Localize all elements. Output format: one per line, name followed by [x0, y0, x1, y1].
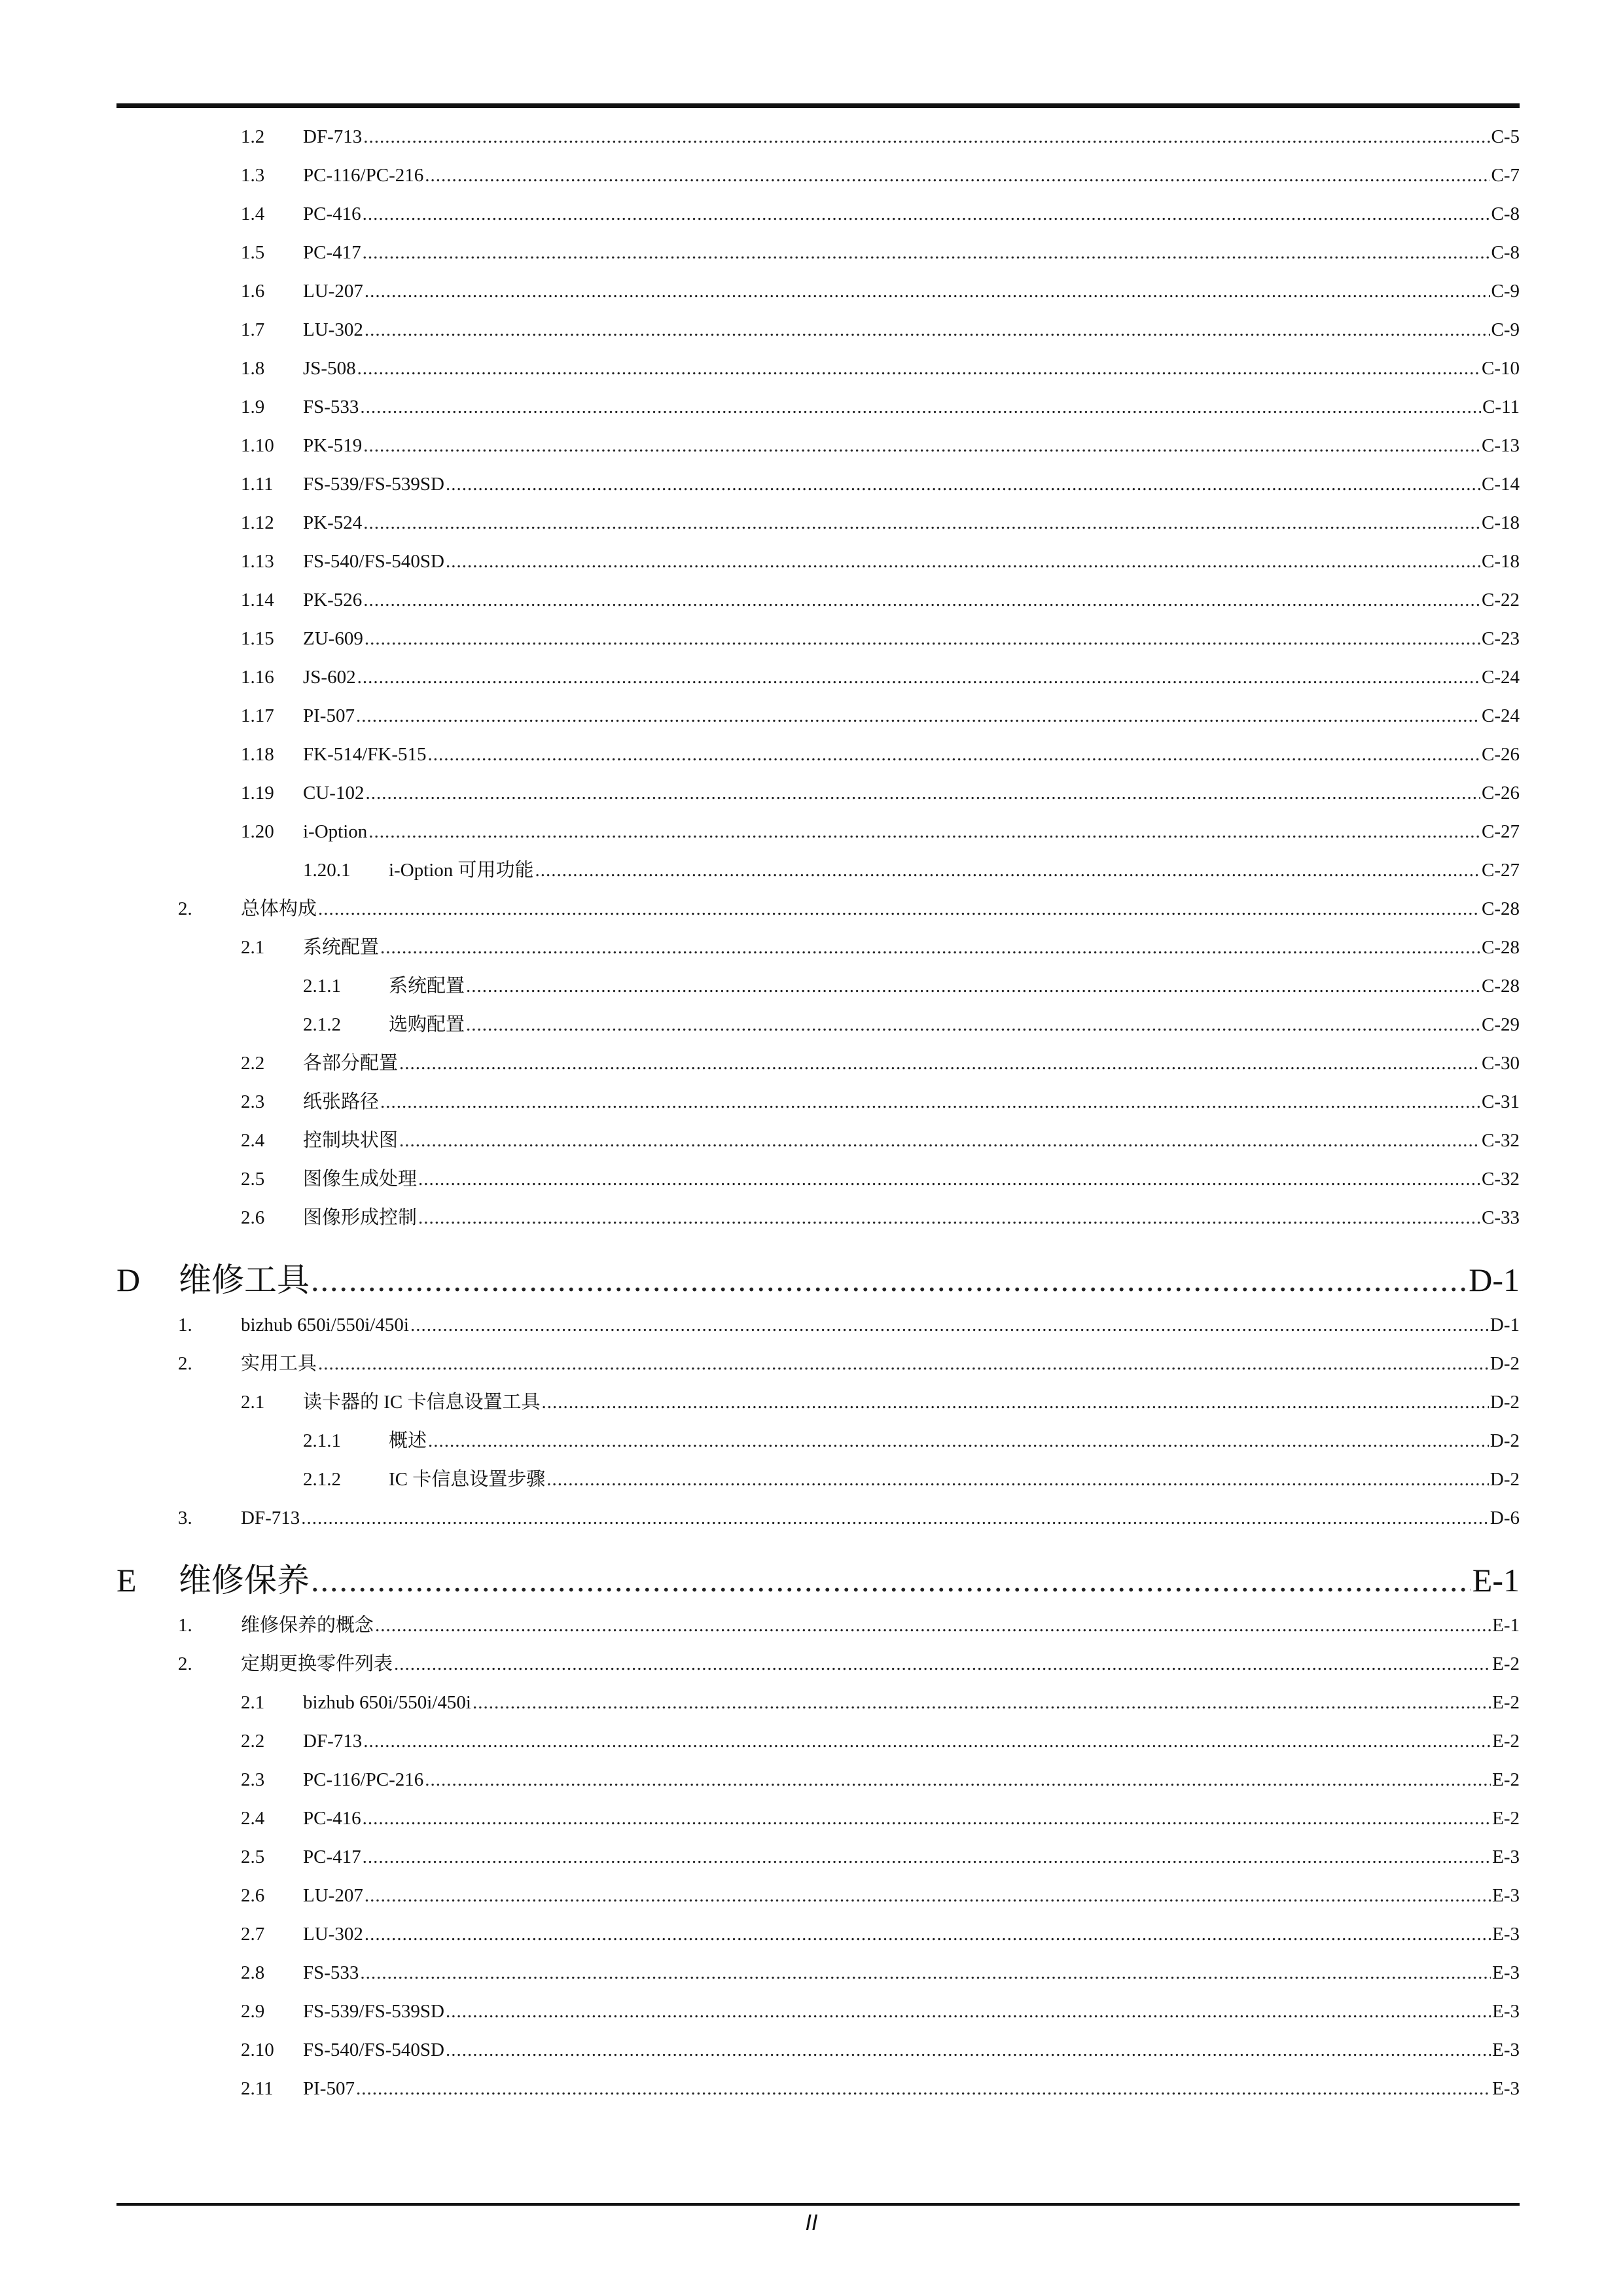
toc-leader-dots — [357, 349, 1480, 388]
toc-page: C-13 — [1482, 435, 1520, 456]
footer-rule — [116, 2203, 1520, 2206]
toc-leader-dots — [318, 1345, 1489, 1383]
toc-leader-dots — [394, 1645, 1491, 1684]
toc-number: 1. — [178, 1615, 192, 1636]
toc-page: C-29 — [1482, 1014, 1520, 1035]
toc-page: D-2 — [1489, 1353, 1520, 1374]
toc-title: 系统配置 — [389, 976, 465, 997]
toc-leader-dots — [356, 697, 1480, 735]
toc-title: 选购配置 — [389, 1014, 465, 1035]
toc-page: C-8 — [1491, 203, 1520, 224]
toc-leader-dots — [356, 2070, 1491, 2108]
toc-leader-dots — [466, 967, 1480, 1006]
toc-number: 2.7 — [241, 1924, 265, 1945]
toc-number: 1.2 — [241, 126, 265, 147]
toc-leader-dots — [363, 427, 1480, 465]
toc-number: 1.19 — [241, 783, 274, 804]
toc-title: JS-602 — [303, 667, 356, 688]
toc-number: 1.7 — [241, 319, 265, 340]
toc-entry[interactable] — [116, 195, 1520, 234]
toc-page: E-2 — [1492, 1731, 1520, 1752]
toc-title: 维修保养 — [179, 1562, 310, 1598]
toc-entry[interactable] — [116, 1838, 1520, 1877]
toc-entry[interactable] — [116, 427, 1520, 465]
toc-leader-dots — [363, 118, 1489, 156]
toc-number: 2.5 — [241, 1846, 265, 1867]
toc-number: 1.20.1 — [303, 860, 351, 881]
toc-page: E-3 — [1492, 1846, 1520, 1867]
toc-title: i-Option 可用功能 — [389, 860, 534, 881]
toc-number: 2.11 — [241, 2078, 274, 2099]
toc-leader-dots — [360, 388, 1481, 427]
toc-page: E-1 — [1492, 1615, 1520, 1636]
toc-title: FS-533 — [303, 397, 359, 417]
toc-entry[interactable] — [116, 1345, 1520, 1383]
toc-number: 2.2 — [241, 1053, 265, 1074]
toc-title: PC-416 — [303, 203, 361, 224]
toc-entry[interactable] — [116, 1122, 1520, 1160]
toc-entry[interactable] — [116, 890, 1520, 928]
toc-page: C-8 — [1491, 242, 1520, 263]
toc-entry[interactable] — [116, 1499, 1520, 1538]
toc-page: E-2 — [1492, 1692, 1520, 1713]
toc-leader-dots — [466, 1006, 1480, 1044]
toc-entry[interactable] — [116, 1006, 1520, 1044]
toc-title: 读卡器的 IC 卡信息设置工具 — [303, 1392, 541, 1413]
toc-entry[interactable] — [116, 1306, 1520, 1345]
table-of-contents — [116, 118, 1520, 2108]
toc-title: IC 卡信息设置步骤 — [389, 1469, 546, 1490]
toc-entry[interactable] — [116, 1083, 1520, 1122]
toc-number: 2.4 — [241, 1130, 265, 1151]
toc-leader-dots — [363, 1838, 1491, 1877]
toc-leader-dots — [357, 658, 1480, 697]
toc-number: 1. — [178, 1315, 192, 1335]
toc-title: LU-302 — [303, 1924, 363, 1945]
toc-leader-dots — [535, 851, 1480, 890]
toc-title: PK-519 — [303, 435, 363, 456]
toc-title: 系统配置 — [303, 937, 380, 958]
toc-title: LU-207 — [303, 281, 363, 302]
toc-title: PC-116/PC-216 — [303, 165, 424, 186]
toc-number: 2. — [178, 1653, 192, 1674]
toc-number: D — [116, 1262, 141, 1298]
toc-page: D-2 — [1489, 1469, 1520, 1490]
toc-number: 1.6 — [241, 281, 265, 302]
toc-number: 2.1 — [241, 1392, 265, 1413]
toc-page: E-2 — [1492, 1653, 1520, 1674]
toc-title: 各部分配置 — [303, 1053, 399, 1074]
toc-entry[interactable] — [116, 735, 1520, 774]
toc-page: C-14 — [1482, 474, 1520, 495]
toc-page: E-1 — [1472, 1562, 1520, 1598]
toc-title: PC-116/PC-216 — [303, 1769, 424, 1790]
toc-page: E-3 — [1492, 2078, 1520, 2099]
toc-title: FS-539/FS-539SD — [303, 474, 444, 495]
toc-page: C-26 — [1482, 744, 1520, 765]
toc-leader-dots — [380, 928, 1480, 967]
toc-entry[interactable] — [116, 349, 1520, 388]
toc-number: 2.1.1 — [303, 1430, 341, 1451]
toc-number: 2.6 — [241, 1207, 265, 1228]
header-rule — [116, 103, 1520, 108]
toc-entry[interactable] — [116, 2031, 1520, 2070]
toc-page: D-1 — [1489, 1315, 1520, 1335]
toc-title: CU-102 — [303, 783, 365, 804]
toc-leader-dots — [375, 1606, 1491, 1645]
toc-title: PI-507 — [303, 705, 355, 726]
toc-entry[interactable] — [116, 388, 1520, 427]
toc-leader-dots — [546, 1460, 1489, 1499]
toc-entry[interactable] — [116, 1761, 1520, 1799]
toc-entry[interactable] — [116, 658, 1520, 697]
toc-number: 2. — [178, 1353, 192, 1374]
toc-page: C-9 — [1491, 281, 1520, 302]
toc-page: E-3 — [1492, 1924, 1520, 1945]
toc-number: 2.3 — [241, 1091, 265, 1112]
toc-number: 1.10 — [241, 435, 274, 456]
toc-entry[interactable] — [116, 1199, 1520, 1237]
toc-number: 1.13 — [241, 551, 274, 572]
toc-page: E-3 — [1492, 2001, 1520, 2022]
toc-number: E — [116, 1562, 137, 1598]
toc-entry[interactable] — [116, 1877, 1520, 1915]
toc-title: JS-508 — [303, 358, 356, 379]
toc-number: 2.2 — [241, 1731, 265, 1752]
toc-chapter[interactable] — [116, 1538, 1520, 1606]
toc-page: C-33 — [1482, 1207, 1520, 1228]
toc-leader-dots — [428, 735, 1480, 774]
toc-title: ZU-609 — [303, 628, 363, 649]
toc-entry[interactable] — [116, 851, 1520, 890]
toc-number: 2.1.1 — [303, 976, 341, 997]
toc-page: D-1 — [1469, 1262, 1520, 1298]
toc-entry[interactable] — [116, 1460, 1520, 1499]
toc-leader-dots — [365, 1915, 1491, 1954]
toc-page: C-5 — [1491, 126, 1520, 147]
toc-page: C-31 — [1482, 1091, 1520, 1112]
toc-page: C-18 — [1482, 512, 1520, 533]
toc-leader-dots — [446, 465, 1480, 504]
toc-title: FS-540/FS-540SD — [303, 551, 444, 572]
toc-leader-dots — [318, 890, 1480, 928]
toc-page: C-28 — [1482, 898, 1520, 919]
toc-page: C-26 — [1482, 783, 1520, 804]
toc-number: 2.4 — [241, 1808, 265, 1829]
toc-leader-dots — [363, 1722, 1491, 1761]
toc-title: FS-540/FS-540SD — [303, 2040, 444, 2060]
toc-title: PK-526 — [303, 590, 363, 610]
toc-leader-dots — [363, 504, 1480, 542]
toc-page: C-23 — [1482, 628, 1520, 649]
toc-number: 1.3 — [241, 165, 265, 186]
toc-number: 2. — [178, 898, 192, 919]
toc-number: 1.4 — [241, 203, 265, 224]
toc-number: 1.14 — [241, 590, 274, 610]
toc-entry[interactable] — [116, 581, 1520, 620]
toc-page: E-2 — [1492, 1808, 1520, 1829]
toc-entry[interactable] — [116, 1992, 1520, 2031]
toc-leader-dots — [365, 1877, 1491, 1915]
toc-number: 1.20 — [241, 821, 274, 842]
toc-leader-dots — [363, 234, 1490, 272]
toc-page: C-30 — [1482, 1053, 1520, 1074]
toc-entry[interactable] — [116, 272, 1520, 311]
toc-entry[interactable] — [116, 1722, 1520, 1761]
toc-title: 图像生成处理 — [303, 1169, 418, 1190]
toc-title: bizhub 650i/550i/450i — [241, 1315, 409, 1335]
toc-leader-dots — [365, 774, 1480, 813]
toc-entry[interactable] — [116, 1799, 1520, 1838]
toc-number: 1.8 — [241, 358, 265, 379]
toc-entry[interactable] — [116, 774, 1520, 813]
toc-entry[interactable] — [116, 311, 1520, 349]
toc-entry[interactable] — [116, 2070, 1520, 2108]
toc-title: DF-713 — [303, 1731, 363, 1752]
toc-entry[interactable] — [116, 697, 1520, 735]
toc-title: PK-524 — [303, 512, 363, 533]
toc-entry[interactable] — [116, 465, 1520, 504]
toc-number: 2.6 — [241, 1885, 265, 1906]
toc-leader-dots — [365, 311, 1490, 349]
toc-number: 2.8 — [241, 1962, 265, 1983]
toc-leader-dots — [425, 156, 1489, 195]
toc-page: C-24 — [1482, 667, 1520, 688]
toc-title: FS-539/FS-539SD — [303, 2001, 444, 2022]
toc-entry[interactable] — [116, 813, 1520, 851]
toc-leader-dots — [360, 1954, 1491, 1992]
toc-chapter[interactable] — [116, 1237, 1520, 1306]
toc-entry[interactable] — [116, 118, 1520, 156]
toc-entry[interactable] — [116, 967, 1520, 1006]
toc-page: C-32 — [1482, 1169, 1520, 1190]
toc-title: PC-417 — [303, 242, 361, 263]
toc-title: 图像形成控制 — [303, 1207, 418, 1228]
toc-number: 1.5 — [241, 242, 265, 263]
toc-number: 1.18 — [241, 744, 274, 765]
toc-page: C-18 — [1482, 551, 1520, 572]
toc-number: 1.11 — [241, 474, 274, 495]
toc-title: DF-713 — [303, 126, 363, 147]
toc-title: 维修保养的概念 — [241, 1615, 374, 1636]
toc-entry[interactable] — [116, 1160, 1520, 1199]
toc-entry[interactable] — [116, 1383, 1520, 1422]
toc-title: LU-302 — [303, 319, 363, 340]
toc-title: PC-416 — [303, 1808, 361, 1829]
toc-entry[interactable] — [116, 234, 1520, 272]
toc-entry[interactable] — [116, 1954, 1520, 1992]
toc-entry[interactable] — [116, 1915, 1520, 1954]
toc-page: D-2 — [1489, 1430, 1520, 1451]
toc-leader-dots — [418, 1199, 1480, 1237]
toc-entry[interactable] — [116, 156, 1520, 195]
toc-number: 1.12 — [241, 512, 274, 533]
toc-page: C-28 — [1482, 976, 1520, 997]
toc-page: C-11 — [1482, 397, 1520, 417]
toc-title: 纸张路径 — [303, 1091, 380, 1112]
toc-number: 2.1.2 — [303, 1469, 341, 1490]
toc-leader-dots — [363, 1799, 1491, 1838]
toc-number: 1.15 — [241, 628, 274, 649]
toc-entry[interactable] — [116, 1684, 1520, 1722]
toc-leader-dots — [399, 1044, 1480, 1083]
toc-number: 2.5 — [241, 1169, 265, 1190]
toc-title: FK-514/FK-515 — [303, 744, 427, 765]
toc-leader-dots — [301, 1499, 1489, 1538]
toc-title: 维修工具 — [179, 1262, 310, 1298]
toc-entry[interactable] — [116, 542, 1520, 581]
toc-page: C-32 — [1482, 1130, 1520, 1151]
toc-leader-dots — [446, 542, 1480, 581]
toc-title: bizhub 650i/550i/450i — [303, 1692, 471, 1713]
toc-title: PC-417 — [303, 1846, 361, 1867]
toc-number: 2.1.2 — [303, 1014, 341, 1035]
toc-leader-dots — [363, 195, 1490, 234]
toc-page: C-24 — [1482, 705, 1520, 726]
toc-entry[interactable] — [116, 1645, 1520, 1684]
toc-entry[interactable] — [116, 620, 1520, 658]
toc-page: C-27 — [1482, 860, 1520, 881]
toc-leader-dots — [425, 1761, 1491, 1799]
toc-title: 总体构成 — [241, 898, 317, 919]
toc-number: 2.1 — [241, 937, 265, 958]
toc-number: 2.3 — [241, 1769, 265, 1790]
toc-title: i-Option — [303, 821, 368, 842]
toc-page: E-3 — [1492, 1962, 1520, 1983]
toc-leader-dots — [399, 1122, 1480, 1160]
toc-title: PI-507 — [303, 2078, 355, 2099]
toc-title: 控制块状图 — [303, 1130, 399, 1151]
toc-leader-dots — [446, 1992, 1491, 2031]
toc-title: 实用工具 — [241, 1353, 317, 1374]
toc-page: E-3 — [1492, 2040, 1520, 2060]
toc-number: 2.10 — [241, 2040, 274, 2060]
toc-number: 1.17 — [241, 705, 274, 726]
toc-leader-dots — [380, 1083, 1480, 1122]
toc-leader-dots — [428, 1422, 1489, 1460]
toc-leader-dots — [542, 1383, 1489, 1422]
toc-leader-dots — [446, 2031, 1491, 2070]
toc-number: 2.1 — [241, 1692, 265, 1713]
toc-page: E-2 — [1492, 1769, 1520, 1790]
toc-number: 1.9 — [241, 397, 265, 417]
toc-entry[interactable] — [116, 1606, 1520, 1645]
toc-number: 1.16 — [241, 667, 274, 688]
toc-title: 定期更换零件列表 — [241, 1653, 393, 1674]
toc-leader-dots — [473, 1684, 1491, 1722]
toc-leader-dots — [365, 620, 1480, 658]
toc-leader-dots — [365, 272, 1490, 311]
toc-title: FS-533 — [303, 1962, 359, 1983]
toc-entry[interactable] — [116, 504, 1520, 542]
toc-leader-dots — [368, 813, 1480, 851]
toc-leader-dots — [363, 581, 1480, 620]
toc-page: E-3 — [1492, 1885, 1520, 1906]
toc-number: 3. — [178, 1508, 192, 1528]
toc-title: 概述 — [389, 1430, 427, 1451]
toc-number: 2.9 — [241, 2001, 265, 2022]
toc-page: C-22 — [1482, 590, 1520, 610]
toc-page: C-7 — [1491, 165, 1520, 186]
toc-entry[interactable] — [116, 1422, 1520, 1460]
toc-page: C-10 — [1482, 358, 1520, 379]
page-number: II — [805, 2210, 818, 2235]
toc-entry[interactable] — [116, 1044, 1520, 1083]
toc-page: C-9 — [1491, 319, 1520, 340]
toc-page: D-2 — [1489, 1392, 1520, 1413]
toc-leader-dots — [410, 1306, 1489, 1345]
toc-page: C-27 — [1482, 821, 1520, 842]
toc-entry[interactable] — [116, 928, 1520, 967]
toc-title: LU-207 — [303, 1885, 363, 1906]
toc-page: D-6 — [1489, 1508, 1520, 1528]
toc-page: C-28 — [1482, 937, 1520, 958]
toc-title: DF-713 — [241, 1508, 300, 1528]
toc-leader-dots — [418, 1160, 1480, 1199]
